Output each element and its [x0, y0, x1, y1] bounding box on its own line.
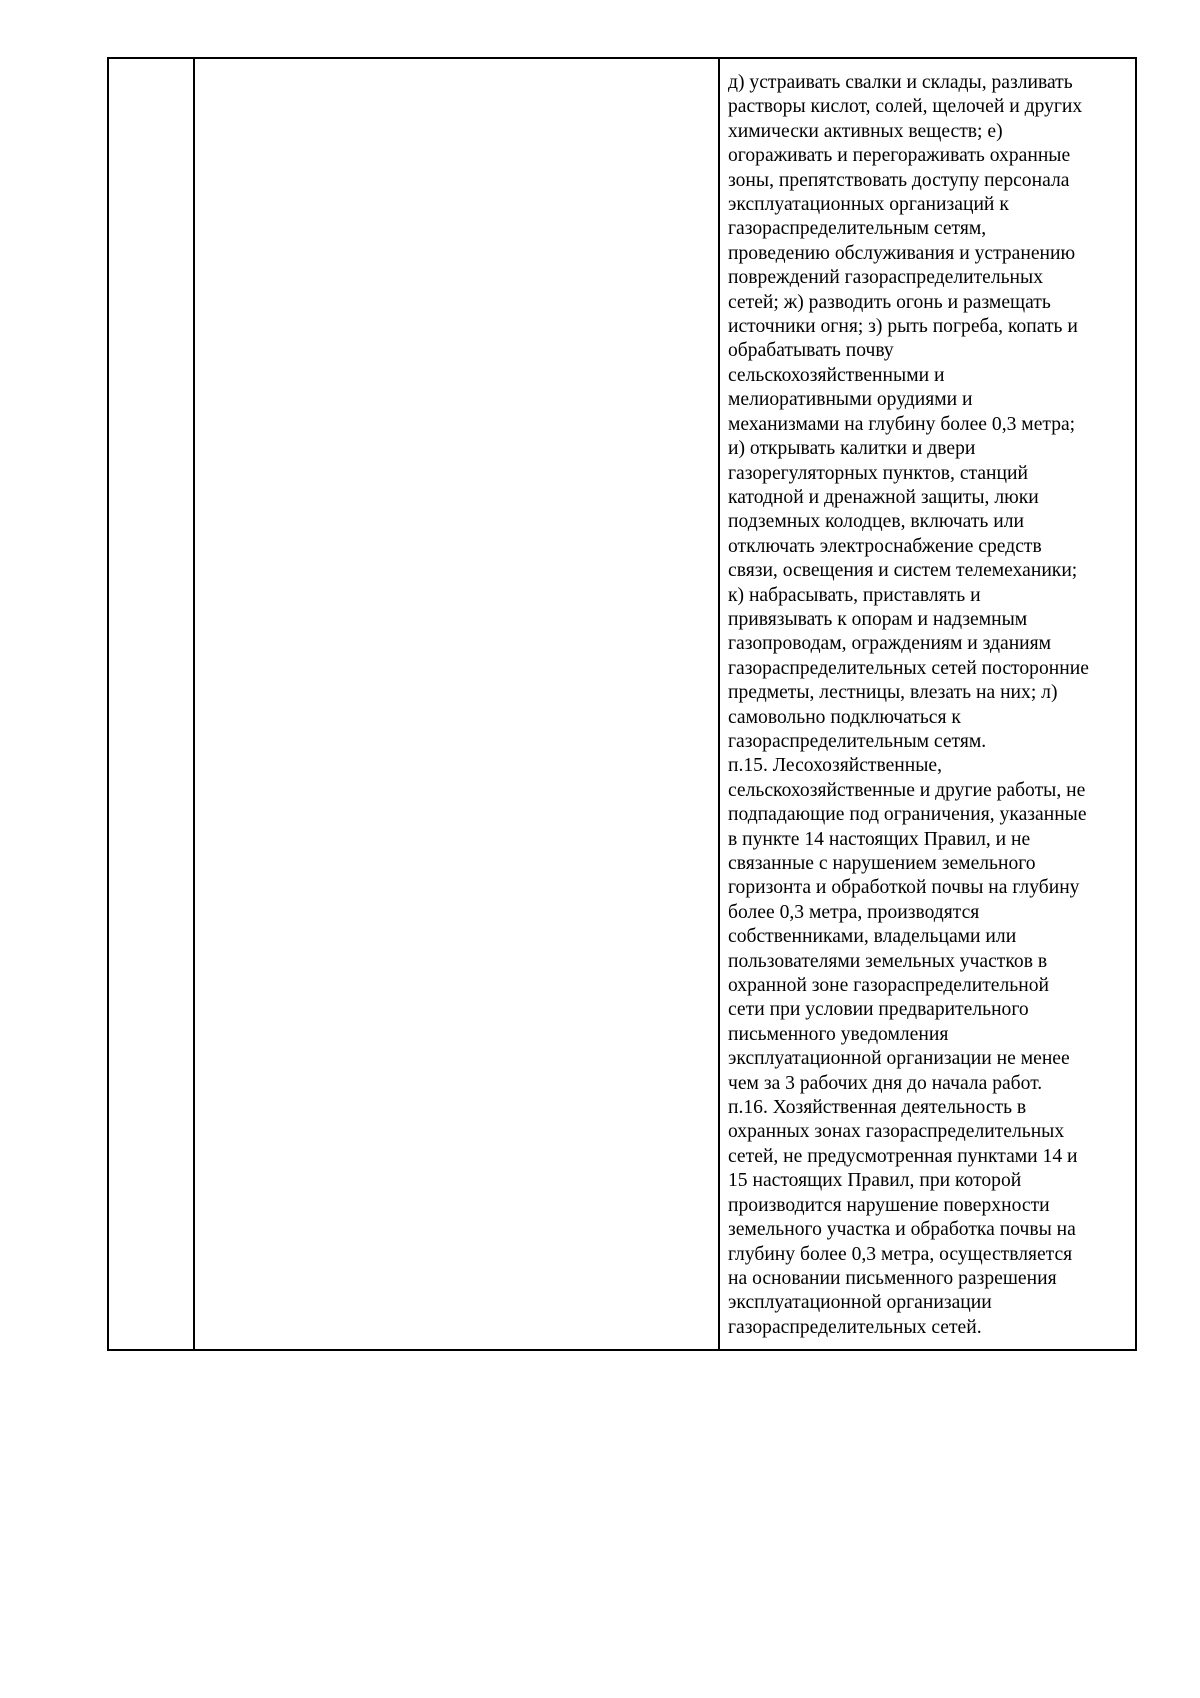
text-line: горизонта и обработкой почвы на глубину	[728, 877, 1080, 899]
text-line: химически активных веществ; е)	[728, 120, 1003, 142]
text-line: катодной и дренажной защиты, люки	[728, 486, 1039, 508]
text-line: производится нарушение поверхности	[728, 1194, 1050, 1216]
text-line: зоны, препятствовать доступу персонала	[728, 169, 1070, 191]
text-line: и) открывать калитки и двери	[728, 438, 976, 460]
text-line: газораспределительных сетей посторонние	[728, 657, 1089, 679]
text-line: д) устраивать свалки и склады, разливать	[728, 72, 1073, 93]
text-line: земельного участка и обработка почвы на	[728, 1219, 1076, 1241]
text-line: 15 настоящих Правил, при которой	[728, 1170, 1022, 1192]
text-line: п.15. Лесохозяйственные,	[728, 755, 943, 777]
text-line: собственниками, владельцами или	[728, 926, 1017, 948]
text-line: письменного уведомления	[728, 1023, 949, 1045]
text-line: сельскохозяйственные и другие работы, не	[728, 779, 1086, 801]
table-cell-number	[109, 59, 193, 1349]
text-line: эксплуатационной организации не менее	[728, 1048, 1070, 1070]
text-line: на основании письменного разрешения	[728, 1267, 1057, 1289]
table-cell-item	[195, 59, 718, 1349]
text-line: более 0,3 метра, производятся	[728, 901, 980, 923]
text-line: повреждений газораспределительных	[728, 267, 1044, 289]
text-line: обрабатывать почву	[728, 340, 894, 362]
text-line: чем за 3 рабочих дня до начала работ.	[728, 1072, 1043, 1094]
text-line: сети при условии предварительного	[728, 999, 1029, 1021]
text-line: сетей; ж) разводить огонь и размещать	[728, 291, 1051, 313]
regulation-table	[107, 57, 1137, 1351]
text-line: пользователями земельных участков в	[728, 950, 1048, 972]
text-line: газопроводам, ограждениям и зданиям	[728, 633, 1052, 655]
text-line: глубину более 0,3 метра, осуществляется	[728, 1243, 1073, 1265]
text-line: механизмами на глубину более 0,3 метра;	[728, 413, 1076, 435]
text-line: в пункте 14 настоящих Правил, и не	[728, 828, 1031, 850]
text-line: газорегуляторных пунктов, станций	[728, 462, 1028, 484]
text-line: источники огня; з) рыть погреба, копать и	[728, 316, 1078, 338]
text-line: эксплуатационной организации	[728, 1292, 992, 1314]
text-line: газораспределительным сетям.	[728, 730, 987, 752]
text-line: проведению обслуживания и устранению	[728, 242, 1076, 264]
text-line: газораспределительным сетям,	[728, 218, 987, 240]
text-line: самовольно подключаться к	[728, 706, 961, 728]
table-cell-requirements	[720, 59, 1135, 1349]
text-line: связи, освещения и систем телемеханики;	[728, 560, 1078, 582]
text-line: подпадающие под ограничения, указанные	[728, 804, 1087, 826]
text-line: охранной зоне газораспределительной	[728, 975, 1049, 997]
text-line: огораживать и перегораживать охранные	[728, 145, 1071, 167]
text-line: связанные с нарушением земельного	[728, 853, 1036, 874]
text-line: растворы кислот, солей, щелочей и других	[728, 96, 1083, 118]
text-line: п.16. Хозяйственная деятельность в	[728, 1097, 1027, 1119]
text-line: сетей, не предусмотренная пунктами 14 и	[728, 1145, 1078, 1167]
text-line: подземных колодцев, включать или	[728, 511, 1025, 533]
text-line: к) набрасывать, приставлять и	[728, 584, 981, 606]
text-line: газораспределительных сетей.	[728, 1316, 982, 1338]
text-line: сельскохозяйственными и	[728, 364, 945, 386]
text-line: предметы, лестницы, влезать на них; л)	[728, 682, 1058, 704]
text-line: привязывать к опорам и надземным	[728, 608, 1028, 630]
text-line: мелиоративными орудиями и	[728, 389, 973, 411]
text-line: охранных зонах газораспределительных	[728, 1121, 1065, 1143]
text-line: эксплуатационных организаций к	[728, 194, 1009, 216]
text-line: отключать электроснабжение средств	[728, 535, 1042, 557]
